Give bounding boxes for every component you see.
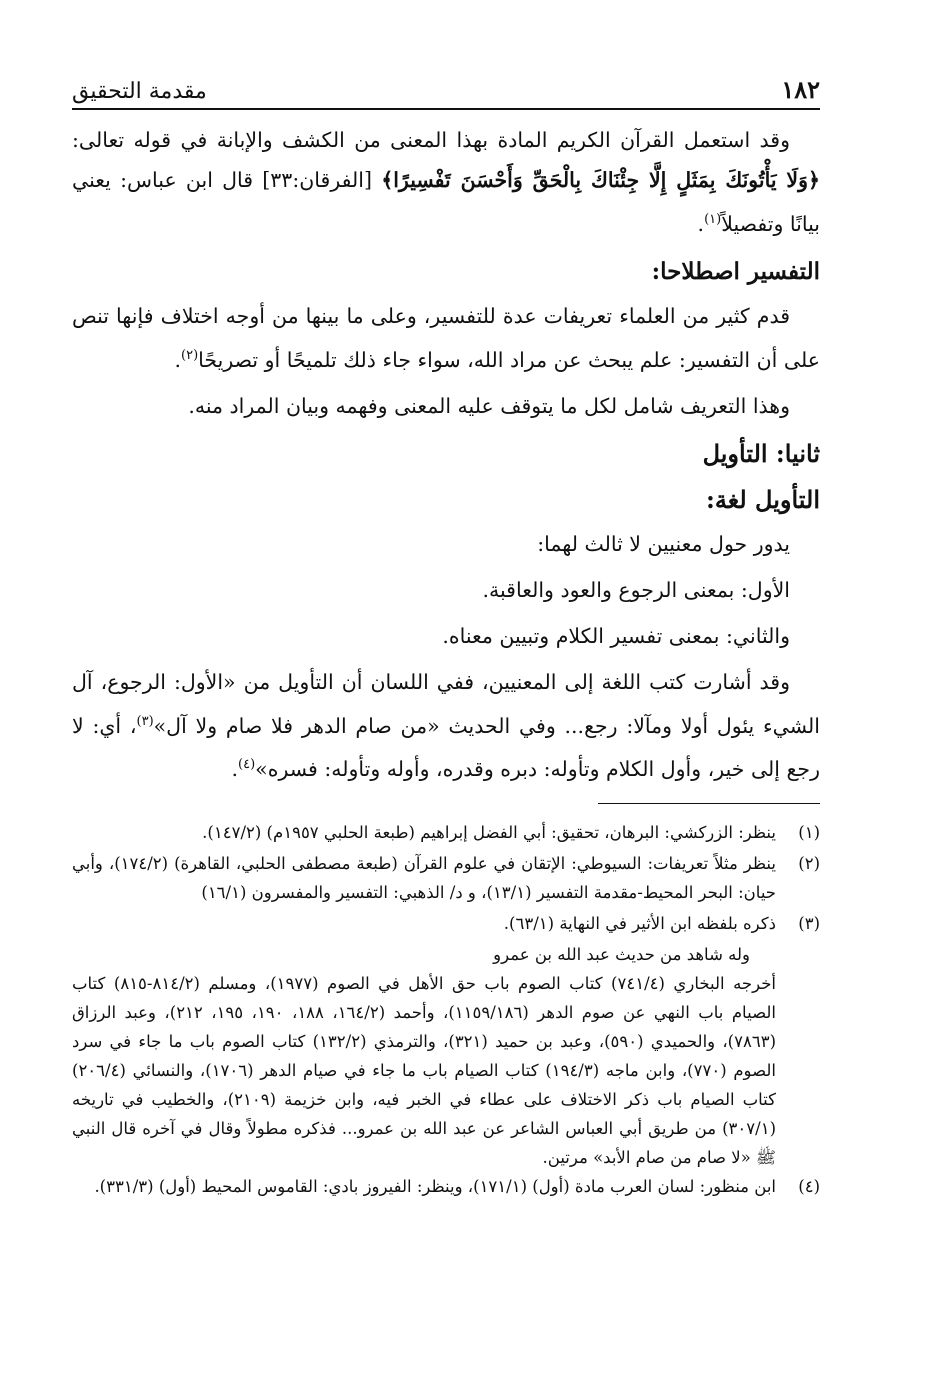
footnote-ref: (١) [704,212,722,227]
footnote-text: ينظر: الزركشي: البرهان، تحقيق: أبي الفضل إبراهيم (طبعة الحلبي ١٩٥٧م) (١٤٧/٢). [202,823,776,842]
footnote [72,818,820,847]
paragraph-text: قدم كثير من العلماء تعريفات عدة للتفسير، وعلى ما بينها من أوجه اختلاف فإنها تنص على أن التفسير: علم يبحث عن مراد الله، سواء جاء ذلك تلميحًا أو تصريحًا [72,303,820,372]
footnote [72,849,820,907]
section-heading-tawil: ثانيا: التأويل [702,438,820,468]
footnote-text: ذكره بلفظه ابن الأثير في النهاية (٦٣/١). [503,914,776,933]
paragraph-definition-scope: وهذا التعريف شامل لكل ما يتوقف عليه المعنى وفهمه وبيان المراد منه. [188,393,790,418]
paragraph-tafsir-definition [72,296,820,380]
footnotes [72,818,820,1203]
punctuation: . [174,347,181,372]
footnote-number: (٢) [798,854,820,873]
footnote-number: (١) [798,823,820,842]
section-heading-tawil-language: التأويل لغة: [706,484,820,514]
footnote-ref: (٣) [136,713,154,729]
paragraph-two-meanings: يدور حول معنيين لا ثالث لهما: [537,531,790,556]
footnote-subline: أخرجه البخاري (٧٤١/٤) كتاب الصوم باب حق الأهل في الصوم (١٩٧٧)، ومسلم (٨١٤/٢-٨١٥) كتاب الصيام باب النهي عن صوم الدهر (١١٥٩/١٨٦)، وأحمد (١٦٤/٢، ١٨٨، ١٩٠، ١٩٥، ٢١٢)، وعبد الرزاق (٧٨٦٣)، والحميدي (٥٩٠)، وعبد بن حميد (٣٢١)، والترمذي (١٣٢/٢) كتاب الصوم باب ما جاء في سرد الصوم (٧٧٠)، وابن ماجه (١٩٤/٣) كتاب الصيام باب ما جاء في صيام الدهر (١٧٠٦)، والنسائي (٢٠٦/٤) كتاب الصيام باب ذكر الاختلاف على عطاء في الخبر فيه، وابن خزيمة (٢١٠٩)، والخطيب في تاريخه (٣٠٧/١) من طريق أبي العباس الشاعر عن عبد الله بن عمرو... فذكره مطولاً وقال في آخره قال النبي ﷺ «لا صام من صام الأبد» مرتين. [72,974,777,1167]
paragraph-text: [الفرقان:٣٣] قال ابن عباس: يعني بيانًا وتفصيلاً [72,168,820,236]
paragraph-text: ، أي: لا رجع إلى خير، وأول الكلام وتأوله: دبره وقدره، وأوله وتأوله: فسره» [72,713,820,782]
paragraph-first-meaning: الأول: بمعنى الرجوع والعود والعاقبة. [482,577,790,602]
quran-verse: ﴿وَلَا يَأْتُونَكَ بِمَثَلٍ إِلَّا جِئْنَاكَ بِالْحَقِّ وَأَحْسَنَ تَفْسِيرًا﴾ [381,168,820,192]
page-header [72,60,820,110]
paragraph-quran-usage [72,120,820,244]
footnote [72,1172,820,1201]
footnote-subline: وله شاهد من حديث عبد الله بن عمرو [493,945,750,964]
punctuation: . [231,757,239,782]
footnote-text: ابن منظور: لسان العرب مادة (أول) (١٧١/١)، وينظر: الفيروز بادي: القاموس المحيط (أول) (٣٣١/٣). [94,1177,776,1196]
footnote-number: (٤) [798,1177,820,1196]
paragraph-text: وقد استعمل القرآن الكريم المادة بهذا المعنى من الكشف والإبانة في قوله تعالى: [72,128,790,152]
page-number: ١٨٢ [781,75,820,104]
punctuation: . [697,211,705,236]
paragraph-second-meaning: والثاني: بمعنى تفسير الكلام وتبيين معناه. [442,623,790,648]
paragraph-lisan-quote [72,662,820,790]
footnote-number: (٣) [798,914,820,933]
footnote [72,909,820,938]
footnote-ref: (٤) [238,757,256,773]
footnote-ref: (٢) [181,347,199,363]
main-text [72,120,820,795]
paragraph-text: وقد أشارت كتب اللغة إلى المعنيين، ففي اللسان أن التأويل من «الأول: الرجوع، آل الشيء يئول أولا ومآلا: رجع... وفي الحديث «من صام الدهر فلا صام ولا آل» [72,669,820,738]
footnote-divider [598,803,820,804]
running-title: مقدمة التحقيق [72,79,207,104]
section-heading-tafsir-term: التفسير اصطلاحا: [651,257,820,285]
footnote-text: ينظر مثلاً تعريفات: السيوطي: الإتقان في علوم القرآن (طبعة مصطفى الحلبي، القاهرة) (١٧٤/٢)، وأبي حيان: البحر المحيط-مقدمة التفسير (١٣/١)، و د/ الذهبي: التفسير والمفسرون (١٦/١) [72,854,777,902]
